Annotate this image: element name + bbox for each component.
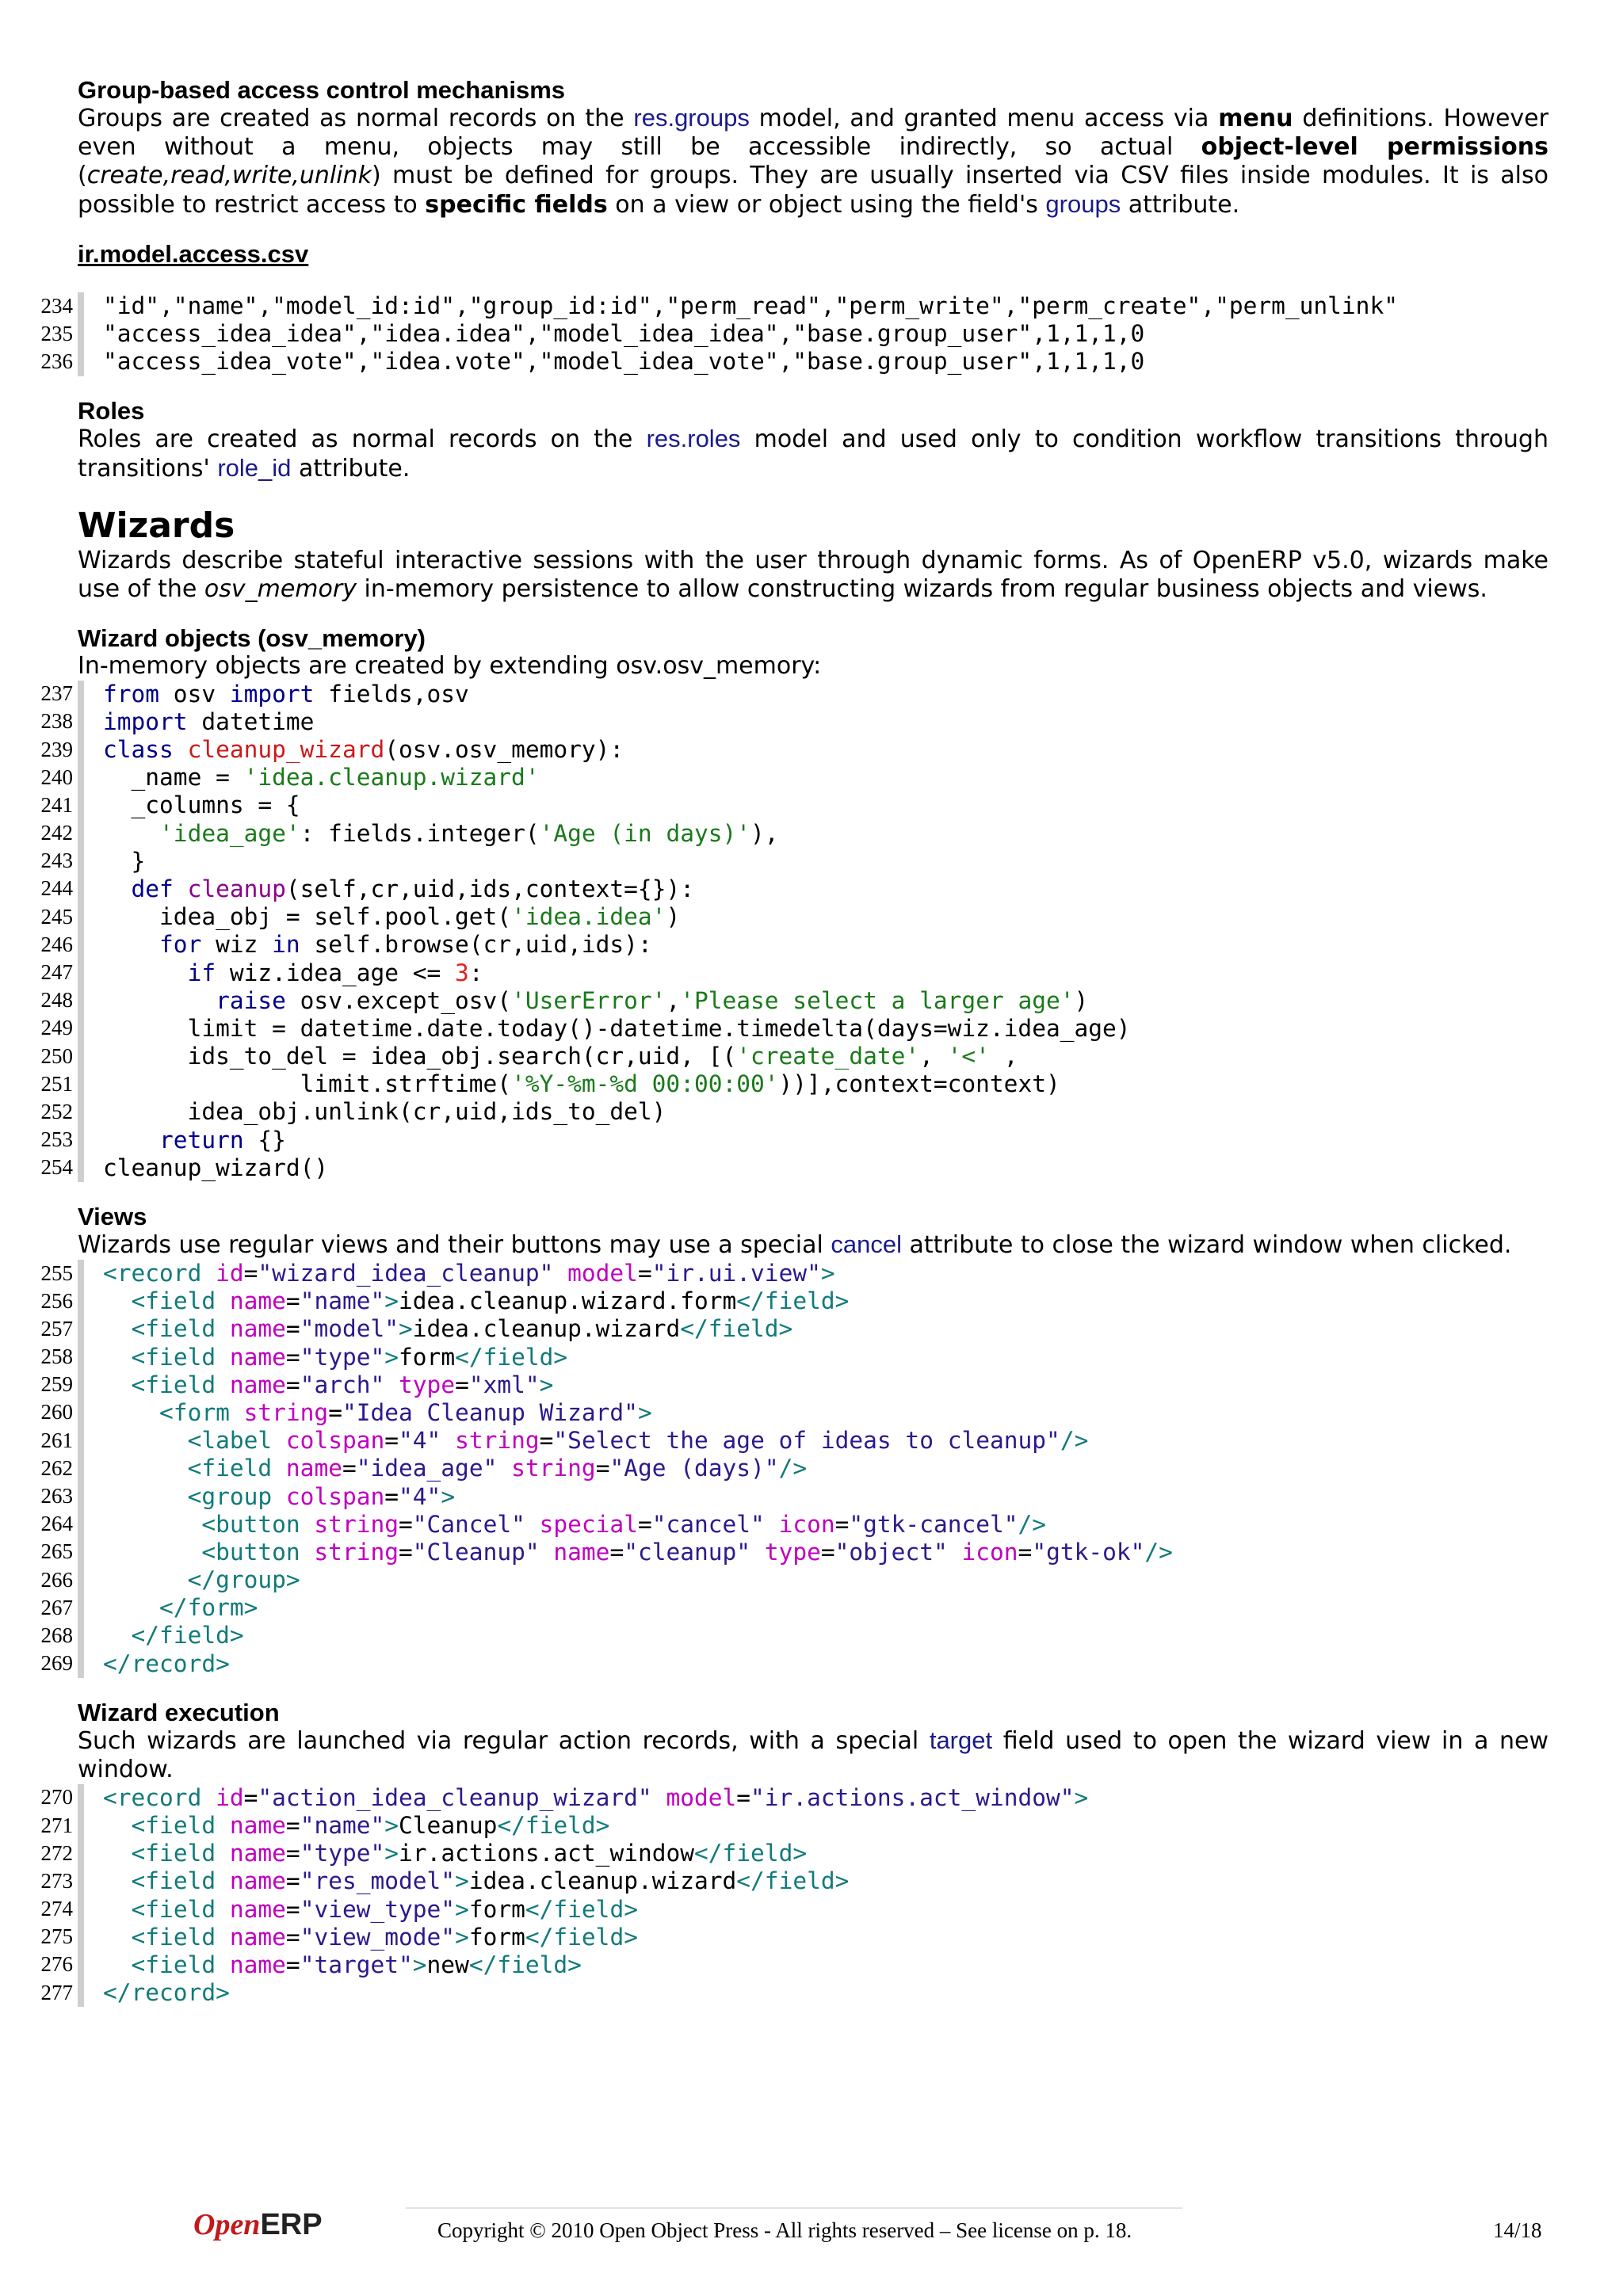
views-paragraph: Wizards use regular views and their buttons may use a special cancel attribute to close the wizard window when clicked. (78, 1230, 1512, 1259)
section-wizard-execution (40, 1698, 1549, 2008)
group-acl-paragraph: Groups are created as normal records on the res.groups model, and granted menu access via menu definitions. However even without a menu, objects may still be accessible indirectly, so actual object-level permissions (create,read,write,unlink) must be defined for groups. They are usually inserted via CSV files inside modules. It is also possible to restrict access to specific fields on a view or object using the field's groups attribute. (78, 104, 1549, 219)
section-access-csv (40, 240, 1549, 376)
wizards-title: Wizards (78, 505, 235, 546)
code-line: 265 <button string="Cleanup" name="cleanup" type="object" icon="gtk-ok"/> (40, 1538, 1173, 1566)
csv-code-block (40, 292, 1549, 376)
code-line: 264 <button string="Cancel" special="cancel" icon="gtk-cancel"/> (40, 1510, 1047, 1538)
section-heading: Group-based access control mechanisms (78, 76, 566, 104)
code-line: 262 <field name="idea_age" string="Age (days)"/> (40, 1455, 808, 1482)
section-heading: Wizard objects (osv_memory) (78, 624, 426, 652)
code-line: 275 <field name="view_mode">form</field> (40, 1923, 638, 1951)
section-wizard-objects (40, 624, 1549, 1182)
code-line: 243 } (40, 847, 146, 875)
code-line: 239 class cleanup_wizard(osv.osv_memory): (40, 736, 624, 764)
code-line: 248 raise osv.except_osv('UserError','Please select a larger age') (40, 986, 1089, 1014)
code-line: 253 return {} (40, 1126, 286, 1154)
code-line: 267 </form> (40, 1594, 258, 1622)
document-page (40, 76, 1549, 2007)
section-roles (78, 397, 1549, 483)
code-line: 256 <field name="name">idea.cleanup.wizard.form</field> (40, 1287, 850, 1315)
code-line: 266 </group> (40, 1566, 300, 1594)
wizard-objects-intro: In-memory objects are created by extending osv.osv_memory: (78, 651, 822, 680)
page-number: 14/18 (1493, 2218, 1542, 2242)
section-heading: Views (78, 1202, 147, 1230)
section-heading: Wizard execution (78, 1698, 280, 1726)
footer-divider (406, 2207, 1182, 2209)
code-line: 261 <label colspan="4" string="Select the age of ideas to cleanup"/> (40, 1427, 1089, 1455)
code-line: 258 <field name="type">form</field> (40, 1343, 568, 1371)
code-line: 272 <field name="type">ir.actions.act_window</field> (40, 1840, 808, 1867)
code-line: 247 if wiz.idea_age <= 3: (40, 959, 483, 986)
code-line: 242 'idea_age': fields.integer('Age (in days)'), (40, 819, 779, 847)
roles-paragraph: Roles are created as normal records on the res.roles model and used only to condition workflow transitions through transitions' role_id attribute. (78, 424, 1549, 482)
code-line: 277 </record> (40, 1979, 230, 2007)
code-line: 268 </field> (40, 1622, 244, 1650)
code-line: 263 <group colspan="4"> (40, 1482, 456, 1510)
code-line: 257 <field name="model">idea.cleanup.wizard</field> (40, 1315, 793, 1343)
openerp-logo: OpenERP (193, 2208, 323, 2241)
code-line: 244 def cleanup(self,cr,uid,ids,context={}): (40, 875, 694, 902)
section-views (40, 1202, 1549, 1678)
code-line: 240 _name = 'idea.cleanup.wizard' (40, 764, 540, 791)
code-line: 249 limit = datetime.date.today()-datetime.timedelta(days=wiz.idea_age) (40, 1014, 1131, 1042)
code-line: 259 <field name="arch" type="xml"> (40, 1371, 554, 1398)
section-heading: Roles (78, 396, 145, 425)
code-line: 237 from osv import fields,osv (40, 680, 469, 707)
code-line: 235 "access_idea_idea","idea.idea","model_idea_idea","base.group_user",1,1,1,0 (40, 320, 1145, 348)
code-line: 254 cleanup_wizard() (40, 1154, 329, 1181)
section-wizards (78, 505, 1549, 604)
code-line: 269 </record> (40, 1650, 230, 1677)
xml-view-code-block (40, 1260, 1549, 1678)
xml-action-code-block (40, 1783, 1549, 2008)
copyright-text: Copyright © 2010 Open Object Press - All rights reserved – See license on p. 18. (437, 2218, 1132, 2242)
code-line: 276 <field name="target">new</field> (40, 1951, 582, 1978)
code-line: 260 <form string="Idea Cleanup Wizard"> (40, 1398, 652, 1426)
code-line: 241 _columns = { (40, 791, 300, 819)
code-line: 251 limit.strftime('%Y-%m-%d 00:00:00'))],context=context) (40, 1070, 1060, 1098)
code-line: 274 <field name="view_type">form</field> (40, 1895, 638, 1923)
code-line: 270 <record id="action_idea_cleanup_wizard" model="ir.actions.act_window"> (40, 1783, 1089, 1811)
code-line: 250 ids_to_del = idea_obj.search(cr,uid, [('create_date', '<' , (40, 1043, 1018, 1070)
section-group-acl (78, 76, 1549, 219)
csv-file-title: ir.model.access.csv (78, 240, 309, 268)
code-line: 236 "access_idea_vote","idea.vote","model_idea_vote","base.group_user",1,1,1,0 (40, 348, 1145, 376)
wizards-paragraph: Wizards describe stateful interactive sessions with the user through dynamic forms. As of OpenERP v5.0, wizards make use of the osv_memory in-memory persistence to allow constructing wizards from regular business objects and views. (78, 546, 1549, 603)
code-line: 246 for wiz in self.browse(cr,uid,ids): (40, 931, 652, 959)
code-line: 238 import datetime (40, 707, 315, 735)
python-code-block (40, 680, 1549, 1182)
code-line: 255 <record id="wizard_idea_cleanup" model="ir.ui.view"> (40, 1260, 835, 1287)
code-line: 273 <field name="res_model">idea.cleanup.wizard</field> (40, 1867, 850, 1895)
execution-paragraph: Such wizards are launched via regular action records, with a special target field used to open the wizard view in a new window. (78, 1726, 1549, 1783)
code-line: 252 idea_obj.unlink(cr,uid,ids_to_del) (40, 1098, 666, 1126)
page-footer (0, 2207, 1623, 2255)
code-line: 234 "id","name","model_id:id","group_id:id","perm_read","perm_write","perm_create","perm_unlink" (40, 292, 1398, 320)
code-line: 245 idea_obj = self.pool.get('idea.idea') (40, 903, 681, 931)
code-line: 271 <field name="name">Cleanup</field> (40, 1812, 610, 1840)
